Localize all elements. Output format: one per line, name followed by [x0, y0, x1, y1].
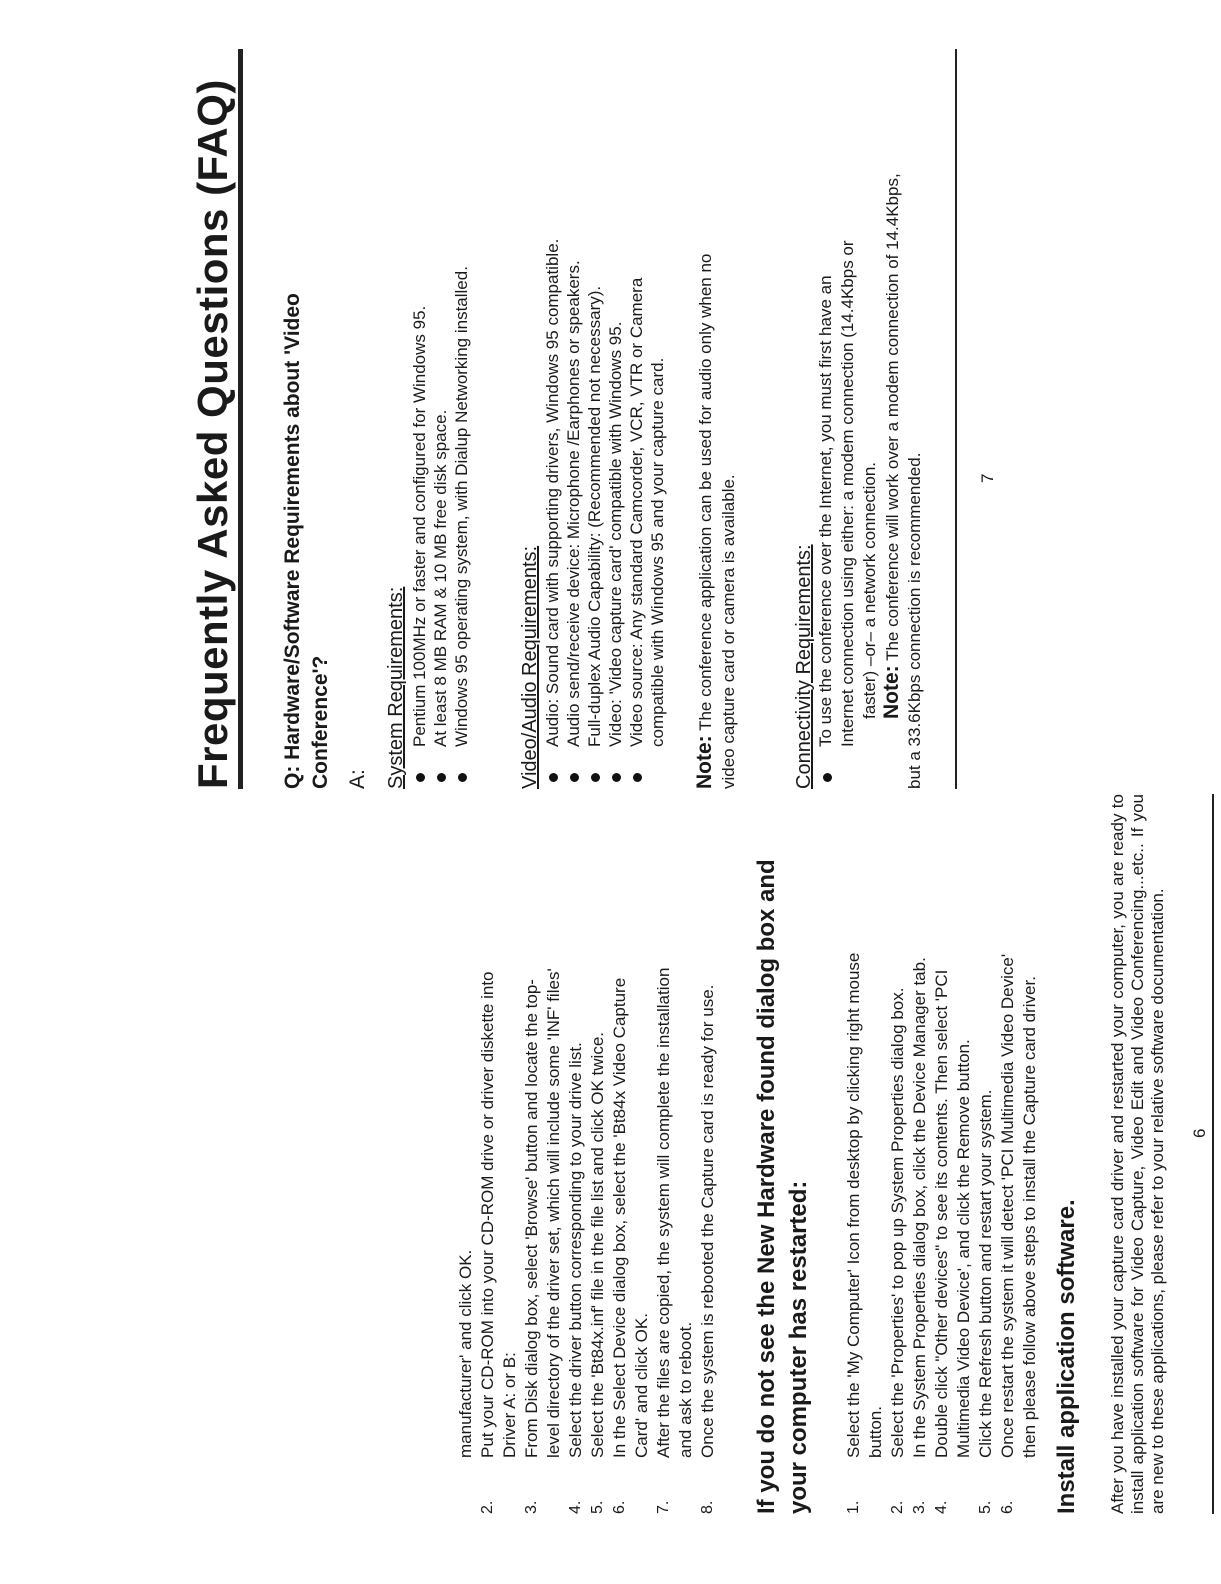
note1-label: Note:	[693, 735, 716, 789]
bullet-icon	[416, 773, 425, 782]
step-text: Multimedia Video Device', and click the Remove button.	[954, 1039, 973, 1458]
step-number: 2.	[889, 1500, 906, 1514]
connectivity-bullet	[823, 773, 832, 782]
step-text: Double click "Other devices" to see its contents. Then select 'PCI	[932, 969, 951, 1458]
step-text: Driver A: or B:	[500, 1352, 519, 1458]
step-text: and ask to reboot.	[676, 1321, 695, 1458]
note1-line2: video capture card or camera is available.	[719, 474, 738, 789]
step-text: Select the driver button corresponding to your drive list.	[566, 1042, 585, 1458]
system-requirement-item: Windows 95 operating system, with Dialup Networking installed.	[452, 266, 471, 747]
step-number: 6.	[999, 1500, 1016, 1514]
av-requirement-item: Full-duplex Audio Capability: (Recommended not necessary).	[585, 285, 604, 747]
note2-label: Note:	[880, 665, 903, 719]
heading-install-software: Install application software.	[1053, 1199, 1080, 1514]
av-requirement-item: Video source: Any standard Camcorder, VCR, VTR or Camera	[627, 277, 646, 747]
av-requirements-heading: Video/Audio Requirements:	[519, 545, 541, 789]
system-requirements-heading: System Requirements:	[385, 586, 407, 789]
step-text: After the files are copied, the system will complete the installation	[654, 967, 673, 1458]
step-number: 8.	[699, 1500, 716, 1514]
step-number: 4.	[933, 1500, 950, 1514]
system-requirement-item: Pentium 100MHz or faster and configured for Windows 95.	[410, 305, 429, 747]
step-text: In the Select Device dialog box, select the 'Bt84x Video Capture	[610, 977, 629, 1458]
step-text: Click the Refresh button and restart your system.	[976, 1089, 995, 1458]
step-number: 3.	[523, 1500, 540, 1514]
question-line1: Q: Hardware/Software Requirements about 'Video	[281, 293, 304, 789]
step-text: Once restart the system it will detect 'PCI Multimedia Video Device'	[998, 953, 1017, 1458]
question-line2: Conference'?	[309, 655, 332, 789]
bullet-icon	[612, 773, 621, 782]
av-requirement-item: Audio send/receive device: Microphone /Earphones or speakers.	[564, 260, 583, 747]
step-text: Put your CD-ROM into your CD-ROM drive or driver diskette into	[478, 971, 497, 1458]
note2-line2: but a 33.6Kbps connection is recommended.	[905, 452, 924, 789]
heading-new-hardware-line2: your computer has restarted:	[785, 1180, 812, 1514]
bullet-icon	[633, 773, 642, 782]
step-number: 2.	[479, 1500, 496, 1514]
install-paragraph: After you have installed your capture card driver and restarted your computer, you are ready to install application software for Video Capture, Video Edit and Video Conferencing...etc.. If you are new to these applications, please refer to your relative software documentation.	[1108, 794, 1167, 1514]
bullet-icon	[549, 773, 558, 782]
connectivity-heading: Connectivity Requirements:	[793, 544, 815, 789]
av-requirement-item: Video: 'Video capture card' compatible with Windows 95.	[606, 321, 625, 747]
bullet-icon	[591, 773, 600, 782]
connectivity-line1: To use the conference over the Internet, you must first have an	[816, 275, 835, 747]
step-text: then please follow above steps to install the Capture card driver.	[1020, 976, 1039, 1458]
bullet-icon	[458, 773, 467, 782]
footer-rule-right	[955, 49, 957, 789]
step-text: Select the 'Bt84x.inf' file in the file list and click OK twice.	[588, 1031, 607, 1458]
answer-label: A:	[346, 769, 369, 789]
step-text: In the System Properties dialog box, click the Device Manager tab.	[910, 957, 929, 1458]
step-number: 4.	[567, 1500, 584, 1514]
note1-text: The conference application can be used for audio only when no	[696, 253, 715, 731]
note2-line1	[882, 173, 903, 719]
step-text: Select the 'My Computer' Icon from desktop by clicking right mouse	[844, 952, 863, 1458]
note2-text: The conference will work over a modem connection of 14.4Kbps,	[883, 173, 902, 661]
page-number-right: 7	[978, 473, 997, 483]
connectivity-line2: Internet connection using either: a modem connection (14.4Kbps or	[838, 240, 857, 747]
step-text: button.	[866, 1406, 885, 1458]
bullet-icon	[437, 773, 446, 782]
page-number-left: 6	[1190, 1128, 1209, 1138]
step-text: From Disk dialog box, select 'Browse' button and locate the top-	[522, 979, 541, 1458]
note1-line1	[695, 254, 716, 789]
connectivity-line3: faster) –or– a network connection.	[860, 461, 879, 719]
step-number: 6.	[611, 1500, 628, 1514]
step-number: 5.	[589, 1500, 606, 1514]
step-text: Select the 'Properties' to pop up System Properties dialog box.	[888, 987, 907, 1458]
footer-rule	[1212, 794, 1214, 1514]
system-requirement-item: At least 8 MB RAM & 10 MB free disk space.	[431, 409, 450, 747]
step-text: Once the system is rebooted the Capture card is ready for use.	[698, 984, 717, 1458]
page-title: Frequently Asked Questions (FAQ)	[189, 79, 236, 789]
step-number: 1.	[845, 1500, 862, 1514]
left-page	[0, 784, 1221, 1514]
step-number: 3.	[911, 1500, 928, 1514]
av-requirement-continuation: compatible with Windows 95 and your capture card.	[648, 357, 667, 747]
bullet-icon	[570, 773, 579, 782]
step-text: manufacturer' and click OK.	[456, 1249, 475, 1458]
heading-new-hardware-line1: If you do not see the New Hardware found dialog box and	[753, 859, 780, 1514]
step-text: Card' and click OK.	[632, 1313, 651, 1458]
title-rule	[238, 49, 243, 789]
step-number: 5.	[977, 1500, 994, 1514]
right-page	[0, 49, 1221, 789]
step-text: level directory of the driver set, which will include some 'INF' files'	[544, 968, 563, 1458]
step-number: 7.	[655, 1500, 672, 1514]
av-requirement-item: Audio: Sound card with supporting drivers, Windows 95 compatible.	[543, 238, 562, 747]
